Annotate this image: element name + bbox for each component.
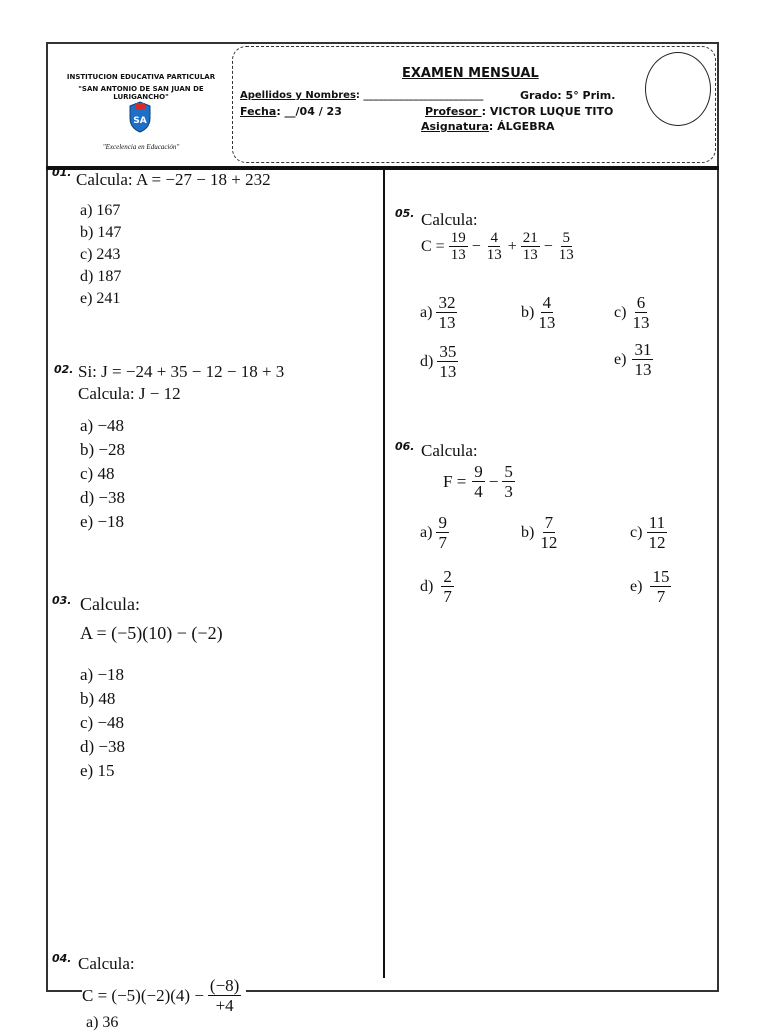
option-e: e) −18 [80, 512, 125, 531]
question-number: 01. [52, 166, 72, 179]
option-label: c) [614, 303, 627, 321]
option-a: a) 167 [80, 202, 121, 219]
school-name-line-2: "SAN ANTONIO DE SAN JUAN DE LURIGANCHO" [78, 85, 204, 101]
fraction [449, 230, 468, 263]
fraction-denominator: 13 [450, 247, 466, 263]
fraction-denominator: 7 [438, 533, 447, 552]
fraction [557, 230, 576, 263]
option-b: b) −28 [80, 440, 125, 459]
apellidos-row [240, 90, 483, 101]
option-b [521, 293, 558, 332]
fraction [472, 462, 485, 501]
fraction-numerator: 6 [636, 293, 646, 312]
option-list [80, 200, 121, 310]
fraction-denominator: 3 [504, 482, 513, 501]
option-a [420, 293, 458, 332]
asignatura-row [421, 120, 555, 133]
fecha-value: : __/04 / 23 [276, 105, 342, 118]
fraction [436, 513, 449, 552]
option-label: b) [521, 523, 535, 541]
question-text: Calcula: [78, 954, 135, 973]
question-number: 04. [52, 952, 72, 965]
option-a: a) 36 [86, 1014, 119, 1031]
option-label: e) [630, 577, 643, 595]
operator: + [507, 237, 517, 255]
fraction-denominator: 13 [522, 247, 538, 263]
apellidos-blank: : ________________________ [355, 90, 484, 101]
profesor-value: : VICTOR LUQUE TITO [481, 105, 614, 118]
question-number: 02. [54, 363, 74, 376]
fraction-denominator: 13 [558, 247, 574, 263]
fraction-numerator: 19 [450, 230, 466, 246]
option-d: d) 187 [80, 268, 122, 285]
fraction [536, 293, 557, 332]
exam-title: EXAMEN MENSUAL [402, 66, 539, 81]
school-logo-icon [126, 100, 154, 134]
fraction [436, 293, 457, 332]
fraction-numerator: 5 [562, 230, 571, 246]
operator: − [543, 237, 553, 255]
fraction-numerator: 32 [438, 293, 456, 312]
fraction-denominator: 12 [648, 533, 666, 552]
question-number: 03. [52, 594, 72, 607]
question-expression: A = (−5)(10) − (−2) [80, 623, 223, 643]
school-motto: "Excelencia en Educación" [102, 143, 180, 151]
fraction-denominator: 13 [632, 313, 650, 332]
fraction-numerator: 31 [634, 340, 652, 359]
option-label: b) [521, 303, 535, 321]
fecha-row [240, 105, 342, 118]
option-c [614, 293, 652, 332]
option-list [80, 414, 125, 534]
fraction [441, 567, 454, 606]
question-expression [443, 462, 516, 501]
question-text: Si: J = −24 + 35 − 12 − 18 + 3 [78, 362, 285, 381]
option-label: e) [614, 350, 627, 368]
option-d [420, 567, 455, 606]
question-text: Calcula: A = −27 − 18 + 232 [76, 170, 271, 189]
fraction [502, 462, 515, 501]
column-divider [383, 166, 385, 978]
grade-circle [645, 52, 711, 126]
fraction [630, 293, 651, 332]
fraction-denominator: 4 [474, 482, 483, 501]
expression-prefix: C = [421, 237, 445, 255]
fraction [538, 513, 559, 552]
option-label: c) [630, 523, 643, 541]
fraction-denominator: 13 [438, 313, 456, 332]
fraction [646, 513, 667, 552]
option-e [630, 567, 672, 606]
fraction-numerator: 4 [542, 293, 552, 312]
option-b [521, 513, 560, 552]
fraction-denominator: 13 [486, 247, 502, 263]
fraction-denominator: 7 [656, 587, 666, 606]
fraction-numerator: 7 [544, 513, 554, 532]
fraction [437, 342, 458, 381]
fraction-numerator: 9 [438, 513, 447, 532]
option-c: c) 48 [80, 464, 115, 483]
option-d [420, 342, 459, 381]
option-list [80, 663, 125, 783]
fraction [208, 976, 241, 1015]
profesor-row [425, 105, 613, 118]
option-a: a) −18 [80, 665, 125, 684]
question-number: 06. [395, 440, 415, 453]
option-b: b) 48 [80, 689, 116, 708]
operator: − [471, 237, 481, 255]
question-text: Calcula: [421, 441, 478, 460]
option-e [614, 340, 654, 379]
option-label: d) [420, 577, 434, 595]
profesor-label: Profesor [425, 105, 482, 118]
fraction [650, 567, 671, 606]
option-a [420, 513, 450, 552]
fraction-numerator: (−8) [209, 976, 240, 995]
fraction-numerator: 11 [648, 513, 666, 532]
option-c [630, 513, 668, 552]
apellidos-label: Apellidos y Nombres [240, 90, 356, 101]
option-d: d) −38 [80, 737, 125, 756]
fraction-denominator: 12 [540, 533, 558, 552]
fraction-denominator: 7 [443, 587, 452, 606]
option-c: c) 243 [80, 246, 121, 263]
expression-prefix: F = [443, 471, 467, 491]
question-expression [82, 976, 246, 1015]
option-b: b) 147 [80, 224, 122, 241]
fraction-numerator: 9 [474, 462, 483, 481]
option-e: e) 241 [80, 290, 121, 307]
option-label: a) [420, 303, 433, 321]
asignatura-label: Asignatura [421, 120, 489, 133]
fraction-numerator: 21 [522, 230, 538, 246]
fecha-label: Fecha [240, 105, 277, 118]
option-c: c) −48 [80, 713, 125, 732]
option-label: a) [420, 523, 433, 541]
fraction-numerator: 15 [652, 567, 670, 586]
fraction-numerator: 5 [504, 462, 513, 481]
option-d: d) −38 [80, 488, 125, 507]
fraction [521, 230, 540, 263]
question-expression [421, 230, 577, 263]
fraction [632, 340, 653, 379]
fraction-denominator: 13 [538, 313, 556, 332]
option-label: d) [420, 352, 434, 370]
expression-prefix: C = (−5)(−2)(4) − [82, 985, 204, 1005]
option-e: e) 15 [80, 761, 115, 780]
fraction-denominator: 13 [439, 362, 457, 381]
fraction-denominator: 13 [634, 360, 652, 379]
operator: − [488, 471, 499, 491]
question-text: Calcula: [80, 594, 140, 614]
fraction-numerator: 4 [490, 230, 498, 246]
fraction [485, 230, 504, 263]
asignatura-value: : ÁLGEBRA [488, 120, 555, 133]
fraction-numerator: 2 [443, 567, 452, 586]
fraction-denominator: +4 [215, 996, 234, 1015]
question-text-2: Calcula: J − 12 [78, 384, 181, 403]
question-text: Calcula: [421, 210, 478, 229]
logo-text: SA [133, 116, 147, 126]
question-number: 05. [395, 207, 415, 220]
fraction-numerator: 35 [439, 342, 457, 361]
option-a: a) −48 [80, 416, 125, 435]
grado-text: Grado: 5° Prim. [520, 89, 616, 102]
school-name-line-1: INSTITUCION EDUCATIVA PARTICULAR [66, 73, 216, 81]
